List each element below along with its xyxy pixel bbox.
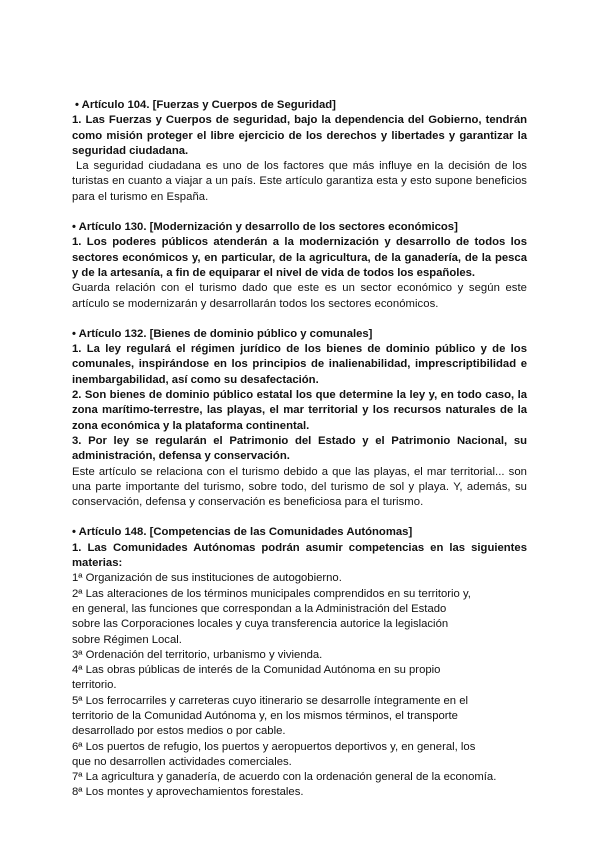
list-line: 7ª La agricultura y ganadería, de acuerdo con la ordenación general de la economía.	[72, 771, 497, 784]
document-body	[72, 98, 527, 816]
article-148-paragraph-1: 1. Las Comunidades Autónomas podrán asumir competencias en las siguientes materias:	[72, 541, 527, 570]
article-132-paragraph-3: 3. Por ley se regularán el Patrimonio del Estado y el Patrimonio Nacional, su administración, defensa y conservación.	[72, 434, 527, 463]
article-104-title: • Artículo 104. [Fuerzas y Cuerpos de Seguridad]	[75, 99, 336, 111]
list-line: sobre Régimen Local.	[72, 633, 182, 646]
list-line: territorio.	[72, 679, 117, 692]
list-line: desarrollado por estos medios o por cable.	[72, 725, 286, 738]
article-130-title: • Artículo 130. [Modernización y desarrollo de los sectores económicos]	[72, 221, 458, 234]
article-132-paragraph-2: 2. Son bienes de dominio público estatal los que determine la ley y, en todo caso, la zona marítimo-terrestre, las playas, el mar territorial y los recursos naturales de la zona económica y la plataforma continental.	[72, 389, 527, 432]
article-148-section	[72, 525, 527, 800]
article-104-paragraph-1: 1. Las Fuerzas y Cuerpos de seguridad, bajo la dependencia del Gobierno, tendrán como misión proteger el libre ejercicio de los derechos y libertades y garantizar la seguridad ciudadana.	[72, 114, 527, 157]
list-line: 4ª Las obras públicas de interés de la Comunidad Autónoma en su propio	[72, 664, 441, 677]
list-line: 8ª Los montes y aprovechamientos forestales.	[72, 786, 304, 799]
competencias-list	[72, 571, 527, 800]
article-130-section	[72, 220, 527, 312]
list-line: 2ª Las alteraciones de los términos municipales comprendidos en su territorio y,	[72, 587, 471, 600]
article-104-section	[72, 98, 527, 205]
list-line: que no desarrollen actividades comerciales.	[72, 755, 292, 768]
article-132-section	[72, 327, 527, 511]
article-148-title: • Artículo 148. [Competencias de las Comunidades Autónomas]	[72, 526, 413, 539]
list-line: 5ª Los ferrocarriles y carreteras cuyo itinerario se desarrolle íntegramente en el	[72, 694, 468, 707]
article-130-paragraph-1: 1. Los poderes públicos atenderán a la modernización y desarrollo de todos los sectores económicos y, en particular, de la agricultura, de la ganadería, de la pesca y de la artesanía, a fin de equiparar el nivel de vida de todos los españoles.	[72, 236, 527, 279]
article-132-title: • Artículo 132. [Bienes de dominio público y comunales]	[72, 327, 373, 340]
list-line: 6ª Los puertos de refugio, los puertos y aeropuertos deportivos y, en general, los	[72, 740, 476, 753]
list-line: en general, las funciones que correspondan a la Administración del Estado	[72, 602, 447, 615]
list-line: 3ª Ordenación del territorio, urbanismo y vivienda.	[72, 648, 323, 661]
list-line: sobre las Corporaciones locales y cuya transferencia autorice la legislación	[72, 618, 449, 631]
list-line: 1ª Organización de sus instituciones de autogobierno.	[72, 572, 342, 585]
list-line: territorio de la Comunidad Autónoma y, en los mismos términos, el transporte	[72, 709, 458, 722]
article-104-comment: La seguridad ciudadana es uno de los factores que más influye en la decisión de los turistas en cuanto a viajar a un país. Este artículo garantiza esta y esto supone beneficios para el turismo en España.	[72, 160, 527, 203]
article-132-paragraph-1: 1. La ley regulará el régimen jurídico de los bienes de dominio público y de los comunales, inspirándose en los principios de inalienabilidad, imprescriptibilidad e inembargabilidad, así como su desafectación.	[72, 343, 527, 386]
article-130-comment: Guarda relación con el turismo dado que este es un sector económico y según este artículo se modernizarán y desarrollarán todos los sectores económicos.	[72, 282, 527, 310]
article-132-comment: Este artículo se relaciona con el turismo debido a que las playas, el mar territorial... son una parte importante del turismo, sobre todo, del turismo de sol y playa. Y, además, su conservación, defensa y conservación es beneficiosa para el turismo.	[72, 465, 527, 509]
